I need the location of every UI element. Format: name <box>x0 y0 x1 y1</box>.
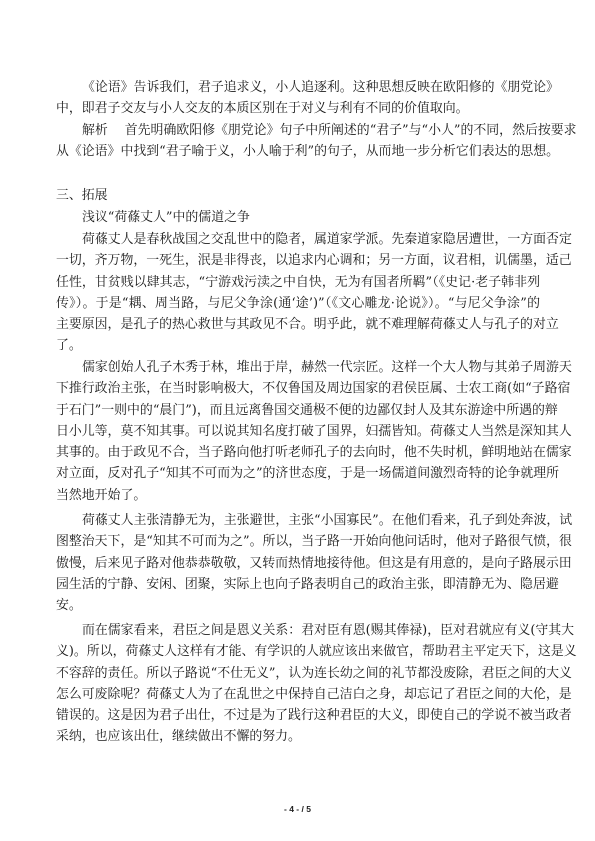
text-line: 主要原因，是孔子的热心救世与其政见不合。明乎此，就不难理解荷蓧丈人与孔子的对立 <box>56 317 559 333</box>
text-line: 下推行政治主张，在当时影响极大，不仅鲁国及周边国家的君侯臣属、士农工商(如“子路宿 <box>56 381 571 397</box>
text-line: 传》）。于是“耦、周当路，与尼父争涂(通‘途’)”（《文心雕龙·论说》）。“与尼父争涂”的 <box>56 295 540 311</box>
text-line: 荷蓧丈人主张清静无为，主张避世，主张“小国寡民”。在他们看来，孔子到处奔波，试 <box>82 513 573 528</box>
text-line: 中，即君子交友与小人交友的本质区别在于对义与利有不同的价值取向。 <box>56 101 469 117</box>
text-line: 了。 <box>56 338 82 354</box>
text-line: 《论语》告诉我们，君子追求义，小人追逐利。这种思想反映在欧阳修的《朋党论》 <box>82 80 559 95</box>
text-line: 荷蓧丈人是春秋战国之交乱世中的隐者，属道家学派。先秦道家隐居遭世，一方面否定 <box>82 232 572 247</box>
text-line: 从《论语》中找到“君子喻于义，小人喻于利”的句子，从而地一步分析它们表达的思想。 <box>56 144 560 160</box>
text-line: 解析 首先明确欧阳修《朋党论》句子中所阐述的“君子”与“小人”的不同，然后按要求 <box>82 123 577 138</box>
text-line: 而在儒家看来，君臣之间是恩义关系：君对臣有恩(赐其俸禄)，臣对君就应有义(守其大 <box>82 623 575 638</box>
text-line: 义)。所以，荷蓧丈人这样有才能、有学识的人就应该出来做官，帮助君主平定天下，这是义 <box>56 644 577 660</box>
paragraph-hermit-intro <box>56 229 572 357</box>
text-line: 日小儿等，莫不知其事。可以说其知名度打破了国界，妇孺皆知。荷蓧丈人当然是深知其人 <box>56 423 572 439</box>
text-line: 采纳，也应该出仕，继续做出不懈的努力。 <box>56 729 301 745</box>
text-line: 傲慢，后来见子路对他恭恭敬敬，又转而热情地接待他。但这是有用意的，是向子路展示田 <box>56 555 572 571</box>
article-title-text: 浅议“荷蓧丈人”中的儒道之争 <box>82 210 250 225</box>
paragraph-confucian-view <box>56 620 577 748</box>
text-line: 怎么可废除呢？荷蓧丈人为了在乱世之中保持自己洁白之身，却忘记了君臣之间的大伦，是 <box>56 686 572 702</box>
section-title: 三、拓展 <box>56 188 108 203</box>
text-line: 于石门”一则中的“晨门”)，而且远离鲁国交通极不便的边鄙仅封人及其东游途中所遇的辩 <box>56 402 558 418</box>
text-line: 安。 <box>56 598 82 614</box>
page-number: - 4 - / 5 <box>284 804 311 814</box>
paragraph-confucius <box>56 357 572 506</box>
paragraph-taoist-view <box>56 510 573 616</box>
text-line: 图整治天下，是“知其不可而为之”。所以，当子路一开始向他问话时，他对子路很气愤，很 <box>56 534 572 550</box>
text-line: 错误的。这是因为君子出仕，不过是为了践行这种君臣的大义，即使自己的学说不被当政者 <box>56 708 572 724</box>
text-line: 当然地开始了。 <box>56 487 147 503</box>
paragraph-analysis <box>56 120 577 163</box>
text-line: 对立面，反对孔子“知其不可而为之”的济世态度，于是一场儒道间激烈奇特的论争就理所 <box>56 466 560 482</box>
paragraph-analects-summary <box>56 77 559 120</box>
text-line: 不容辞的责任。所以子路说“不仕无义”，认为连长幼之间的礼节都没废除，君臣之间的大义 <box>56 665 572 681</box>
text-line: 一切，齐万物，一死生，泯是非得丧，以追求内心调和；另一方面，议君相，讥儒墨，适己 <box>56 253 572 269</box>
article-title <box>56 207 540 228</box>
text-line: 任性，甘贫贱以肆其志，“宁游戏污渎之中自快，无为有国者所羁”（《史记·老子韩非列 <box>56 274 540 290</box>
text-line: 其事的。由于政见不合，当子路向他打听老师孔子的去向时，他不失时机，鲜明地站在儒家 <box>56 445 572 461</box>
section-heading <box>56 185 540 206</box>
text-line: 儒家创始人孔子木秀于林，堆出于岸，赫然一代宗匠。这样一个大人物与其弟子周游天 <box>82 360 572 375</box>
text-line: 园生活的宁静、安闲、团聚，实际上也向子路表明自己的政治主张，即清静无为、隐居避 <box>56 576 559 592</box>
